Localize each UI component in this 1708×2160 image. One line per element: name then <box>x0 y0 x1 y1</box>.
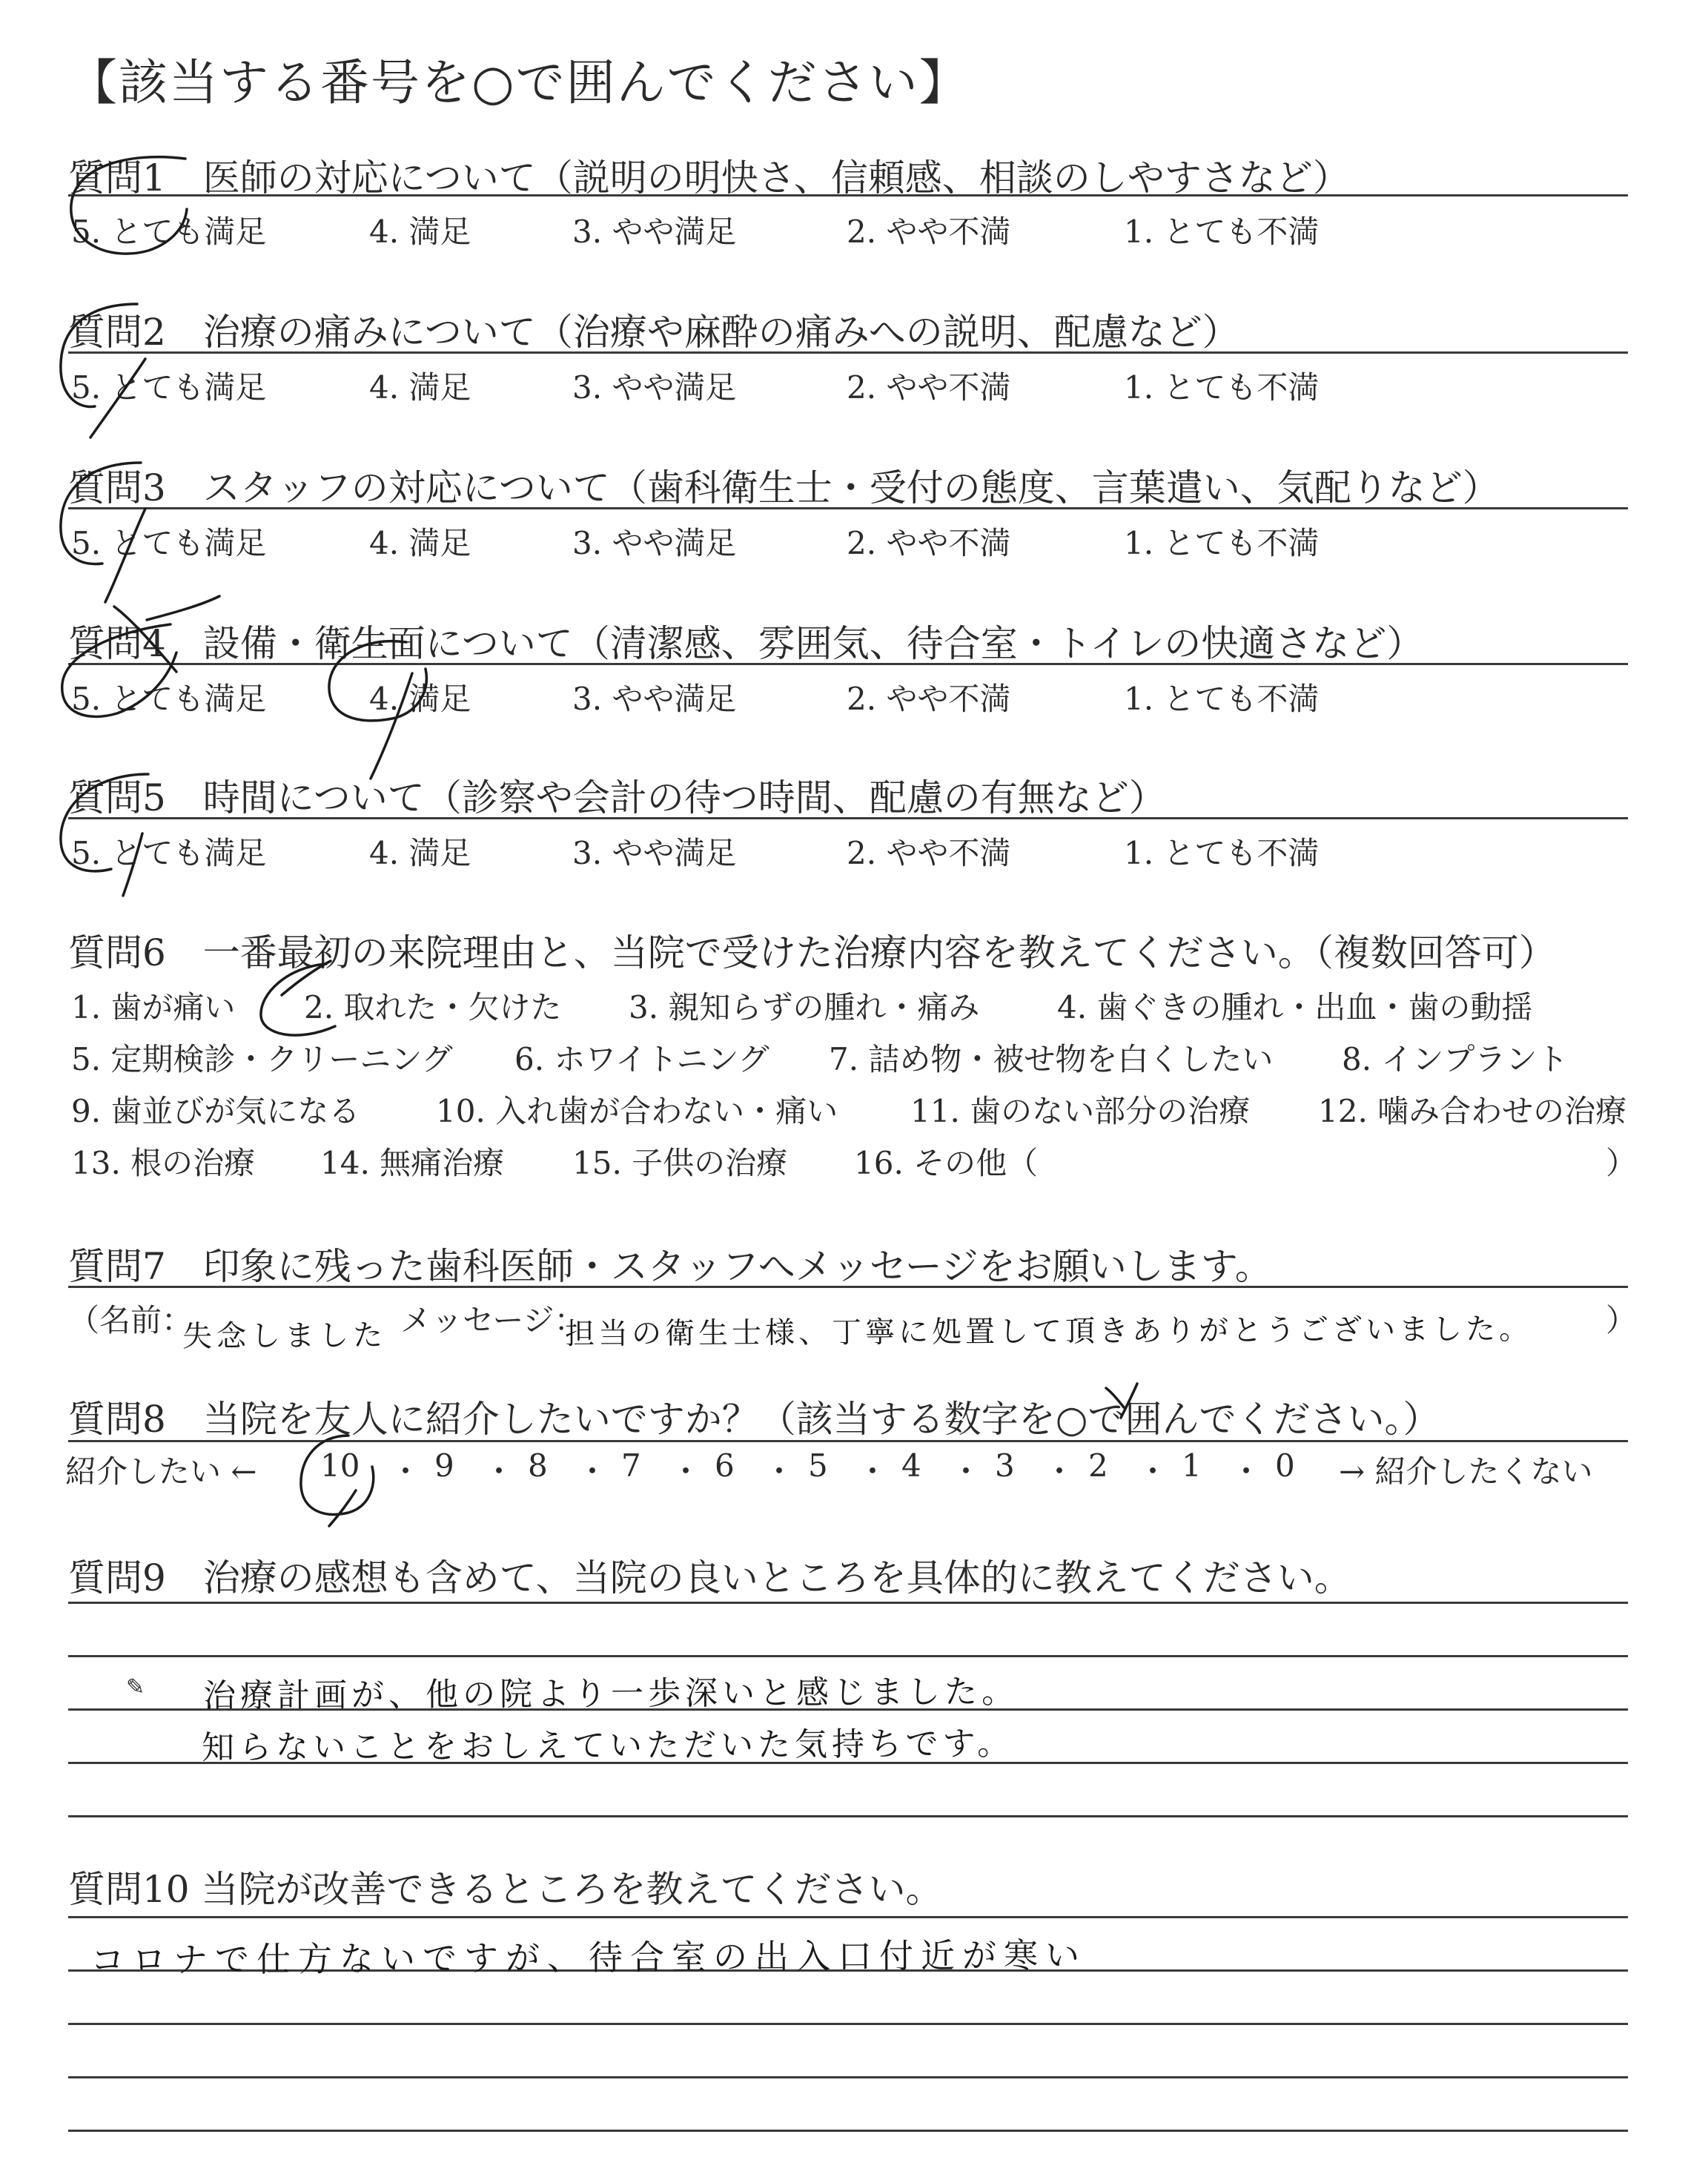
q4-circle-mark-5 <box>62 624 176 716</box>
q6-option-16[interactable]: 16. その他（ <box>854 1145 1039 1181</box>
pencil-icon: ✎ <box>126 1674 145 1700</box>
q8-right-label: → 紹介したくない <box>1339 1453 1593 1490</box>
q7-message-label: メッセージ： <box>400 1302 586 1338</box>
q7-name-value[interactable]: 失念しました <box>182 1318 388 1354</box>
q8-scale-dot: ・ <box>390 1453 422 1490</box>
q6-option-2[interactable]: 2. 取れた・欠けた <box>304 989 562 1025</box>
option-3[interactable]: 3. やや満足 <box>572 835 737 871</box>
q5-circle-mark <box>61 774 148 896</box>
option-1[interactable]: 1. とても不満 <box>1124 214 1320 250</box>
question-title: 質問2 治療の痛みについて（治療や麻酔の痛みへの説明、配慮など） <box>68 311 1239 354</box>
option-3[interactable]: 3. やや満足 <box>572 681 737 717</box>
option-5[interactable]: 5. とても満足 <box>71 369 267 406</box>
q8-scale-dot: ・ <box>1044 1453 1076 1490</box>
q6-option-4[interactable]: 4. 歯ぐきの腫れ・出血・歯の動揺 <box>1057 989 1533 1025</box>
q6-option-3[interactable]: 3. 親知らずの腫れ・痛み <box>629 989 980 1025</box>
option-1[interactable]: 1. とても不満 <box>1124 369 1320 406</box>
option-2[interactable]: 2. やや不満 <box>847 525 1011 561</box>
q7-message-value[interactable]: 担当の衛生士様、丁寧に処置して頂きありがとうございました。 <box>564 1312 1533 1352</box>
q8-scale-1[interactable]: 1 <box>1182 1447 1202 1484</box>
q8-scale-2[interactable]: 2 <box>1088 1447 1108 1484</box>
option-2[interactable]: 2. やや不満 <box>847 681 1011 717</box>
q6-option-1[interactable]: 1. 歯が痛い <box>71 989 236 1025</box>
q8-scale-dot: ・ <box>764 1453 795 1490</box>
option-2[interactable]: 2. やや不満 <box>847 369 1011 406</box>
q6-option-10[interactable]: 10. 入れ歯が合わない・痛い <box>436 1093 838 1129</box>
q8-scale-dot: ・ <box>483 1453 515 1490</box>
q8-scale-10[interactable]: 10 <box>320 1447 360 1484</box>
q6-option-6[interactable]: 6. ホワイトニング <box>514 1041 769 1077</box>
option-3[interactable]: 3. やや満足 <box>572 214 737 250</box>
option-3[interactable]: 3. やや満足 <box>572 369 737 406</box>
option-1[interactable]: 1. とても不満 <box>1124 835 1320 871</box>
q6-circle-mark <box>261 961 335 1035</box>
option-5[interactable]: 5. とても満足 <box>71 835 267 871</box>
page-title: 【該当する番号を○で囲んでください】 <box>68 54 970 111</box>
q8-scale-5[interactable]: 5 <box>808 1447 828 1484</box>
q2-circle-mark <box>61 304 145 437</box>
q7-name-label: （名前： <box>68 1302 193 1338</box>
question-title: 質問5 時間について（診察や会計の待つ時間、配慮の有無など） <box>68 776 1166 819</box>
question-title: 質問10 当院が改善できるところを教えてください。 <box>68 1868 943 1911</box>
q8-scale-dot: ・ <box>577 1453 609 1490</box>
option-3[interactable]: 3. やや満足 <box>572 525 737 561</box>
option-4[interactable]: 4. 満足 <box>369 369 471 406</box>
question-title: 質問3 スタッフの対応について（歯科衛生士・受付の態度、言葉遣い、気配りなど） <box>68 466 1500 509</box>
q8-scale-dot: ・ <box>857 1453 889 1490</box>
option-5[interactable]: 5. とても満足 <box>71 214 267 250</box>
option-4[interactable]: 4. 満足 <box>369 681 471 717</box>
option-4[interactable]: 4. 満足 <box>369 835 471 871</box>
question-title: 質問6 一番最初の来院理由と、当院で受けた治療内容を教えてください。（複数回答可） <box>68 931 1556 974</box>
q6-option-13[interactable]: 13. 根の治療 <box>71 1145 256 1181</box>
q10-answer-line-1[interactable]: コロナで仕方ないですが、待合室の出入口付近が寒い <box>90 1935 1088 1981</box>
question-title: 質問7 印象に残った歯科医師・スタッフへメッセージをお願いします。 <box>68 1245 1272 1288</box>
q6-option-8[interactable]: 8. インプラント <box>1342 1041 1569 1077</box>
q8-scale-4[interactable]: 4 <box>901 1447 921 1484</box>
q4-circle-mark-4 <box>329 641 426 779</box>
option-1[interactable]: 1. とても不満 <box>1124 525 1320 561</box>
option-4[interactable]: 4. 満足 <box>369 214 471 250</box>
option-5[interactable]: 5. とても満足 <box>71 681 267 717</box>
option-1[interactable]: 1. とても不満 <box>1124 681 1320 717</box>
q8-check-mark <box>1106 1384 1137 1418</box>
q6-option-14[interactable]: 14. 無痛治療 <box>320 1145 505 1181</box>
q9-answer-line-1[interactable]: 治療計画が、他の院より一歩深いと感じました。 <box>202 1673 1019 1715</box>
q8-scale-dot: ・ <box>670 1453 702 1490</box>
q6-option-9[interactable]: 9. 歯並びが気になる <box>71 1093 360 1129</box>
question-title: 質問1 医師の対応について（説明の明快さ、信頼感、相談のしやすさなど） <box>68 156 1350 199</box>
option-2[interactable]: 2. やや不満 <box>847 214 1011 250</box>
question-title: 質問4 設備・衛生面について（清潔感、雰囲気、待合室・トイレの快適さなど） <box>68 622 1424 665</box>
option-2[interactable]: 2. やや不満 <box>847 835 1011 871</box>
q8-scale-dot: ・ <box>1231 1453 1262 1490</box>
q8-circle-mark <box>301 1436 374 1526</box>
option-4[interactable]: 4. 満足 <box>369 525 471 561</box>
q8-scale-0[interactable]: 0 <box>1275 1447 1295 1484</box>
option-5[interactable]: 5. とても満足 <box>71 525 267 561</box>
q6-option-12[interactable]: 12. 噛み合わせの治療 <box>1318 1093 1627 1129</box>
q9-answer-line-2[interactable]: 知らないことをおしえていただいた気持ちです。 <box>201 1725 1015 1767</box>
q8-left-label: 紹介したい ← <box>65 1453 257 1490</box>
q8-scale-dot: ・ <box>1137 1453 1169 1490</box>
q4-check-mark <box>114 596 219 672</box>
q8-scale-6[interactable]: 6 <box>715 1447 735 1484</box>
q6-option-15[interactable]: 15. 子供の治療 <box>572 1145 788 1181</box>
question-title: 質問9 治療の感想も含めて、当院の良いところを具体的に教えてください。 <box>68 1556 1351 1599</box>
q1-circle-mark <box>71 157 187 254</box>
q8-scale-7[interactable]: 7 <box>621 1447 641 1484</box>
q8-scale-8[interactable]: 8 <box>528 1447 548 1484</box>
question-title: 質問8 当院を友人に紹介したいですか？（該当する数字を○で囲んでください。） <box>68 1398 1440 1441</box>
q6-option-5[interactable]: 5. 定期検診・クリーニング <box>71 1041 453 1077</box>
q6-other-close-paren: ） <box>1606 1145 1638 1181</box>
q8-scale-9[interactable]: 9 <box>434 1447 454 1484</box>
q7-close-paren: ） <box>1606 1302 1638 1338</box>
q8-scale-3[interactable]: 3 <box>995 1447 1015 1484</box>
q6-option-11[interactable]: 11. 歯のない部分の治療 <box>910 1093 1251 1129</box>
q3-circle-mark <box>61 463 145 602</box>
q8-scale-dot: ・ <box>950 1453 982 1490</box>
q6-option-7[interactable]: 7. 詰め物・被せ物を白くしたい <box>829 1041 1274 1077</box>
